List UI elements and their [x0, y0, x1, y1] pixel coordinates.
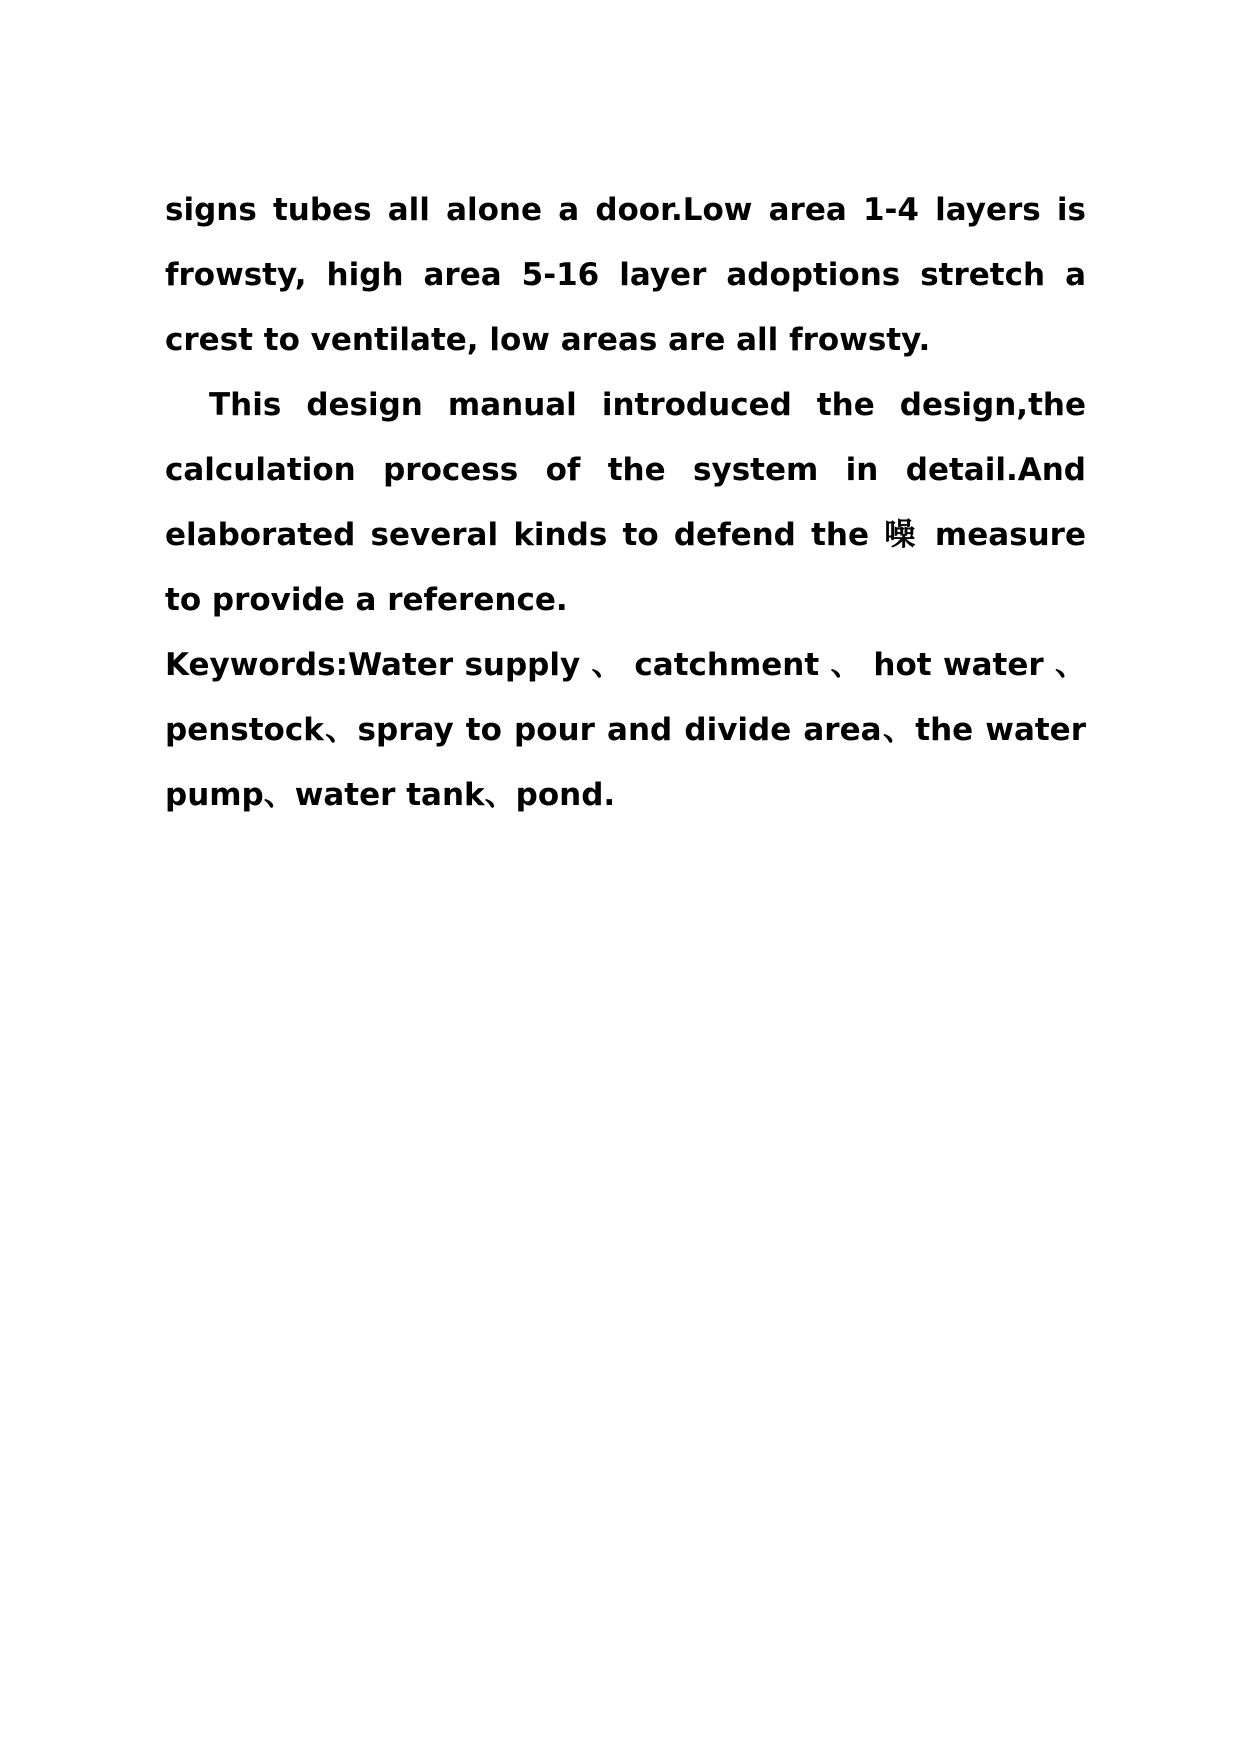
- paragraph-continuation: signs tubes all alone a door.Low area 1-4 layers is frowsty, high area 5-16 layer adoptions stretch a crest to ventilate, low areas are all frowsty.: [165, 192, 1086, 358]
- paragraph-keywords: Keywords:Water supply 、 catchment 、 hot water 、 penstock、spray to pour and divide area、the water pump、water tank、pond.: [165, 647, 1086, 813]
- document-body: [165, 178, 1086, 828]
- paragraph-abstract: This design manual introduced the design,the calculation process of the system in detail.And elaborated several kinds to defend the 噪 measure to provide a reference.: [165, 387, 1086, 618]
